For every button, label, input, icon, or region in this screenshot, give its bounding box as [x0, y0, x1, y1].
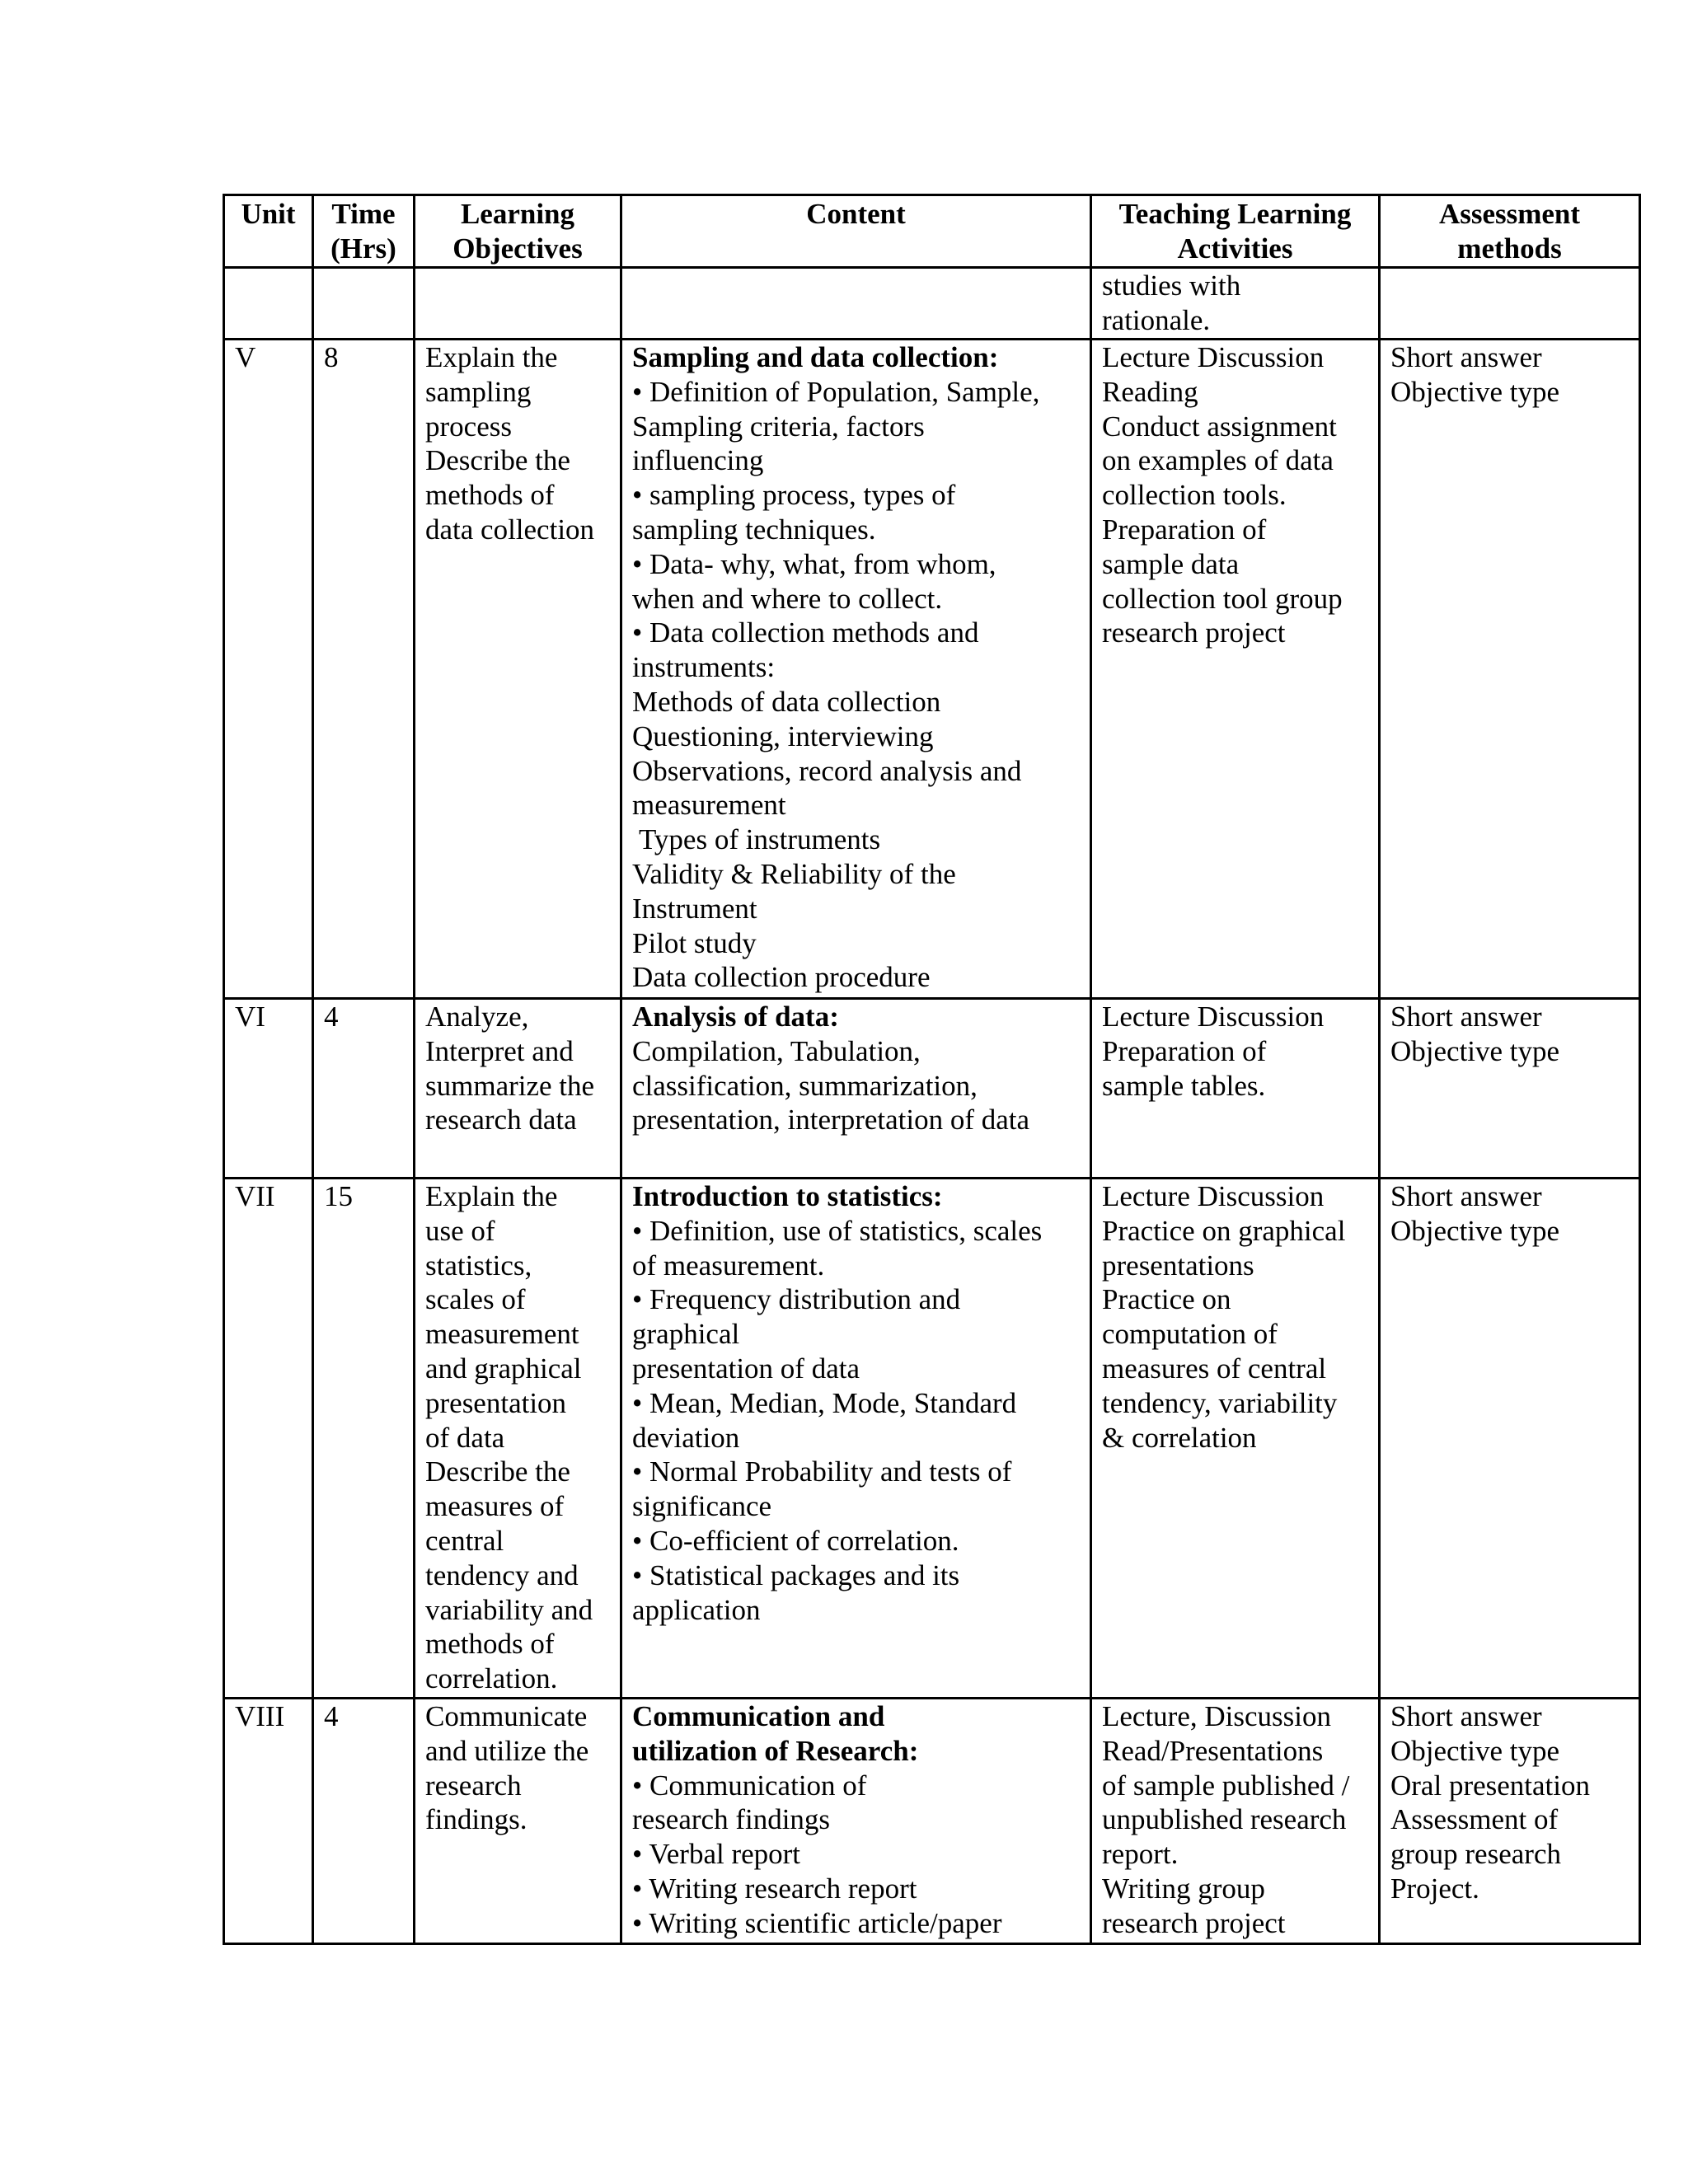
cell-line: unpublished research [1102, 1803, 1347, 1836]
cell-assessment [1380, 1699, 1640, 1944]
content-line: presentation of data [632, 1352, 860, 1385]
cell-line: & correlation [1102, 1421, 1257, 1454]
content-line: measurement [632, 789, 786, 822]
cell-objectives [415, 340, 621, 999]
content-line: classification, summarization, [632, 1069, 978, 1102]
cell-line: Writing group [1102, 1872, 1265, 1905]
cell-unit [224, 268, 313, 340]
content-line: • Communication of [632, 1769, 867, 1802]
cell-line: Lecture, Discussion [1102, 1700, 1331, 1732]
cell-line: Short answer [1390, 1180, 1542, 1212]
content-line: of measurement. [632, 1249, 825, 1282]
cell-line: Objective type [1390, 1214, 1560, 1247]
content-line: graphical [632, 1318, 740, 1351]
cell-line: Practice on graphical [1102, 1214, 1346, 1247]
content-line: when and where to collect. [632, 582, 943, 615]
cell-line: Describe the [425, 1455, 570, 1488]
cell-content [621, 268, 1091, 340]
cell-line: tendency and [425, 1558, 579, 1591]
header-assessment-methods: Assessment methods [1380, 195, 1640, 268]
cell-objectives [415, 1179, 621, 1699]
cell-line: variability and [425, 1593, 593, 1626]
cell-line: Analyze, [425, 1001, 529, 1033]
content-line: • Data collection methods and [632, 616, 979, 649]
cell-line: findings. [425, 1803, 528, 1836]
header-time: Time (Hrs) [313, 195, 415, 268]
cell-line: research project [1102, 616, 1286, 649]
content-line: • Definition of Population, Sample, [632, 375, 1040, 408]
cell-content [621, 1179, 1091, 1699]
content-line: significance [632, 1490, 772, 1523]
cell-line: Read/Presentations [1102, 1734, 1324, 1767]
cell-line: data collection [425, 513, 595, 546]
cell-line: presentations [1102, 1249, 1254, 1282]
cell-line: Communicate [425, 1700, 588, 1732]
cell-line: Oral presentation [1390, 1769, 1590, 1802]
cell-line: Short answer [1390, 1700, 1542, 1732]
cell-line: collection tools. [1102, 479, 1287, 512]
content-line: research findings [632, 1803, 831, 1836]
content-line: • Co-efficient of correlation. [632, 1524, 959, 1557]
content-line: Observations, record analysis and [632, 754, 1022, 787]
cell-time [313, 268, 415, 340]
content-title: Analysis of data: [632, 1001, 839, 1033]
cell-line: and graphical [425, 1352, 582, 1385]
cell-line: of data [425, 1421, 505, 1454]
content-line: Methods of data collection [632, 685, 941, 718]
cell-line: Explain the [425, 341, 558, 373]
cell-line: and utilize the [425, 1734, 589, 1767]
cell-line: Short answer [1390, 341, 1542, 373]
table-row [224, 340, 1640, 999]
cell-line: measures of central [1102, 1352, 1327, 1385]
content-line: Questioning, interviewing [632, 719, 934, 752]
content-title: Introduction to statistics: [632, 1180, 943, 1212]
cell-objectives [415, 268, 621, 340]
content-line: • Statistical packages and its [632, 1558, 960, 1591]
cell-line: measures of [425, 1490, 565, 1523]
table-row [224, 999, 1640, 1179]
cell-line: research data [425, 1104, 577, 1137]
cell-line: measurement [425, 1318, 579, 1351]
cell-line: scales of [425, 1283, 526, 1316]
table-row [224, 1699, 1640, 1944]
cell-line: Reading [1102, 375, 1198, 408]
cell-line: Objective type [1390, 375, 1560, 408]
cell-line: Assessment of [1390, 1803, 1559, 1836]
cell-line: use of [425, 1214, 495, 1247]
cell-line: tendency, variability [1102, 1386, 1338, 1419]
cell-objectives [415, 999, 621, 1179]
cell-assessment [1380, 1179, 1640, 1699]
cell-line: research project [1102, 1906, 1286, 1939]
cell-content [621, 340, 1091, 999]
content-line: Instrument [632, 892, 757, 925]
content-title: Sampling and data collection: [632, 341, 999, 373]
cell-unit: V [224, 340, 313, 999]
cell-line: Interpret and [425, 1034, 574, 1067]
cell-time: 4 [313, 1699, 415, 1944]
content-line: Data collection procedure [632, 961, 931, 994]
header-content: Content [621, 195, 1091, 268]
cell-line: Practice on [1102, 1283, 1231, 1316]
content-line: instruments: [632, 651, 776, 684]
syllabus-page [223, 194, 1639, 1945]
cell-line: computation of [1102, 1318, 1278, 1351]
content-line: deviation [632, 1421, 740, 1454]
cell-line: of sample published / [1102, 1769, 1350, 1802]
cell-line: sample data [1102, 547, 1240, 580]
cell-line: Lecture Discussion [1102, 1180, 1325, 1212]
content-line: Sampling criteria, factors [632, 410, 925, 443]
cell-line: Describe the [425, 444, 570, 477]
content-line: application [632, 1593, 761, 1626]
table-row [224, 268, 1640, 340]
cell-line: central [425, 1524, 504, 1557]
cell-line: Lecture Discussion [1102, 341, 1325, 373]
cell-line: presentation [425, 1386, 567, 1419]
cell-line: sampling [425, 375, 532, 408]
content-line: Validity & Reliability of the [632, 857, 956, 890]
cell-content [621, 1699, 1091, 1944]
cell-unit: VII [224, 1179, 313, 1699]
cell-line: studies with [1102, 269, 1241, 302]
cell-line: methods of [425, 1628, 555, 1661]
header-unit: Unit [224, 195, 313, 268]
cell-line: group research [1390, 1838, 1561, 1871]
content-line: • Writing research report [632, 1872, 917, 1905]
table-body [224, 268, 1640, 1944]
cell-activities [1091, 1179, 1380, 1699]
cell-line: summarize the [425, 1069, 595, 1102]
content-line: presentation, interpretation of data [632, 1104, 1030, 1137]
cell-line: Preparation of [1102, 1034, 1267, 1067]
cell-line: rationale. [1102, 303, 1211, 336]
content-line: Compilation, Tabulation, [632, 1034, 921, 1067]
cell-line: Preparation of [1102, 513, 1267, 546]
content-line: • Normal Probability and tests of [632, 1455, 1012, 1488]
content-line: sampling techniques. [632, 513, 876, 546]
cell-activities [1091, 268, 1380, 340]
content-line: Pilot study [632, 926, 757, 959]
cell-activities [1091, 1699, 1380, 1944]
table-row [224, 1179, 1640, 1699]
content-line: • Verbal report [632, 1838, 801, 1871]
cell-assessment [1380, 340, 1640, 999]
syllabus-table [223, 194, 1641, 1945]
content-title-line-2: utilization of Research: [632, 1734, 919, 1767]
cell-objectives [415, 1699, 621, 1944]
cell-line: Explain the [425, 1180, 558, 1212]
cell-activities [1091, 999, 1380, 1179]
cell-unit: VI [224, 999, 313, 1179]
content-line: Types of instruments [639, 823, 881, 856]
cell-line: report. [1102, 1838, 1179, 1871]
cell-line: Lecture Discussion [1102, 1001, 1325, 1033]
cell-line: Short answer [1390, 1001, 1542, 1033]
content-line: • Writing scientific article/paper [632, 1906, 1002, 1939]
cell-line: collection tool group [1102, 582, 1343, 615]
table-header-row [224, 195, 1640, 268]
cell-time: 4 [313, 999, 415, 1179]
header-learning-objectives: Learning Objectives [415, 195, 621, 268]
content-line: • Data- why, what, from whom, [632, 547, 996, 580]
cell-line: sample tables. [1102, 1069, 1266, 1102]
cell-line: Project. [1390, 1872, 1479, 1905]
cell-line: statistics, [425, 1249, 532, 1282]
cell-assessment [1380, 268, 1640, 340]
cell-line: on examples of data [1102, 444, 1334, 477]
cell-assessment [1380, 999, 1640, 1179]
cell-line: correlation. [425, 1662, 558, 1695]
cell-unit: VIII [224, 1699, 313, 1944]
cell-line: Objective type [1390, 1034, 1560, 1067]
content-line: • Definition, use of statistics, scales [632, 1214, 1043, 1247]
content-line: • sampling process, types of [632, 479, 956, 512]
cell-line: process [425, 410, 512, 443]
header-teaching-learning-activities: Teaching Learning Activities [1091, 195, 1380, 268]
cell-line: Conduct assignment [1102, 410, 1337, 443]
cell-content [621, 999, 1091, 1179]
cell-line: research [425, 1769, 522, 1802]
cell-line: methods of [425, 479, 555, 512]
content-line: • Mean, Median, Mode, Standard [632, 1386, 1017, 1419]
cell-line: Objective type [1390, 1734, 1560, 1767]
cell-time: 15 [313, 1179, 415, 1699]
content-line: influencing [632, 444, 764, 477]
cell-activities [1091, 340, 1380, 999]
cell-time: 8 [313, 340, 415, 999]
content-title-line-1: Communication and [632, 1700, 885, 1732]
content-line: • Frequency distribution and [632, 1283, 961, 1316]
